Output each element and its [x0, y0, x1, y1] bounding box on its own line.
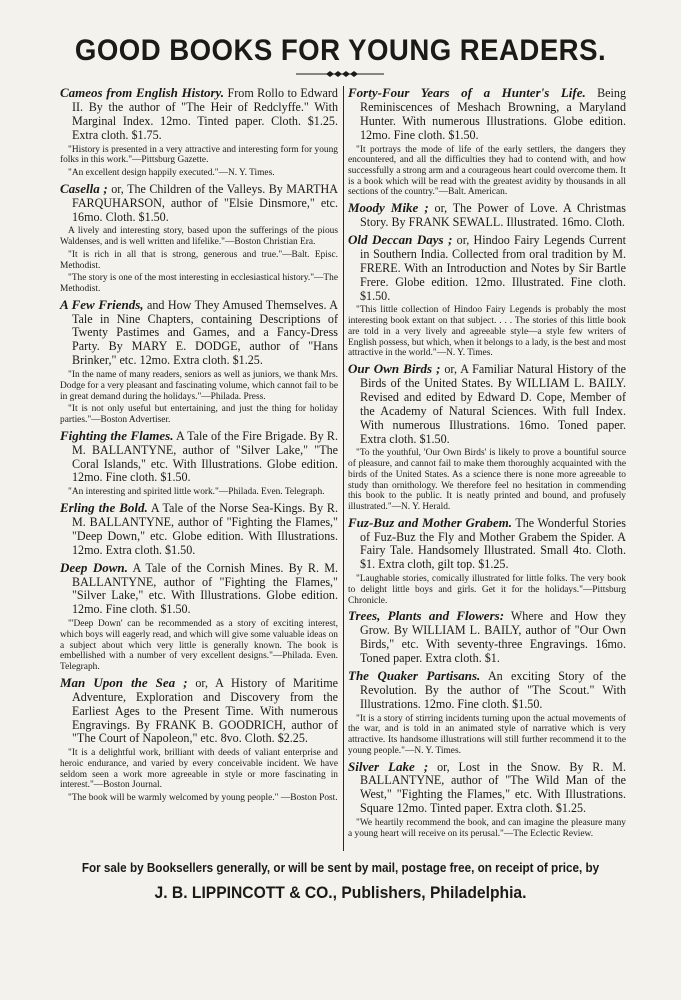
page-title: GOOD BOOKS FOR YOUNG READERS. [74, 34, 607, 67]
book-details: A Tale of the Cornish Mines. By R. M. BALLANTYNE, author of "Fighting the Flames," "Silver Lake," etc. With Illustrations. Globe edition. 12mo. Fine cloth. $1.50. [72, 560, 338, 617]
left-column [60, 86, 338, 807]
press-review: A lively and interesting story, based upon the sufferings of the pious Waldenses, and is well written and lifelike."—Boston Christian Era. [60, 226, 338, 248]
book-entry [60, 676, 338, 807]
ornament-rule [296, 70, 384, 78]
book-title: The Quaker Partisans. [348, 668, 481, 684]
book-entry [60, 182, 338, 298]
book-entry [60, 298, 338, 429]
book-description [348, 233, 626, 304]
column-divider [343, 86, 344, 851]
book-description [60, 676, 338, 747]
book-description [348, 201, 626, 230]
press-review: "It is not only useful but entertaining, and just the thing for holiday parties."—Boston Advertiser. [60, 404, 338, 426]
book-description [348, 516, 626, 573]
press-review: "The book will be warmly welcomed by young people." —Boston Post. [68, 793, 338, 804]
footer-sale-note: For sale by Booksellers generally, or will be sent by mail, postage free, on receipt of price, by [81, 860, 600, 875]
book-entry [348, 516, 626, 610]
book-title: Silver Lake ; [348, 758, 429, 774]
press-review: "It is a story of stirring incidents turning upon the actual movements of the war, and is told in an animated style of narrative which is very attractive. Its handsome illustrations will still further recommend it to the young people."—N. Y. Times. [348, 713, 626, 756]
press-review: "Laughable stories, comically illustrated for little folks. The very book to delight little boys and girls. Get it for the holidays."—Pittsburg Chronicle. [348, 574, 626, 606]
book-details: or, Hindoo Fairy Legends Current in Southern India. Collected from oral tradition by M. FRERE. With an Introduction and Notes by Sir Bartle Frere. Globe edition. 12mo. Illustrated. Fine cloth. $1.50. [360, 232, 626, 303]
press-review: "'Deep Down' can be recommended as a story of exciting interest, which boys will eagerly read, and which will give some valuable ideas on a subject about which very little is generally known. The book is embellished with a number of very excellent designs."—Philada. Even. Telegraph. [60, 619, 338, 673]
book-description [348, 760, 626, 817]
press-review: "An interesting and spirited little work."—Philada. Even. Telegraph. [68, 487, 325, 498]
book-title: Man Upon the Sea ; [60, 674, 188, 690]
book-description [60, 429, 338, 486]
book-entry [60, 429, 338, 501]
book-entry [348, 760, 626, 843]
book-details: or, The Power of Love. A Christmas Story. By FRANK SEWALL. Illustrated. 16mo. Cloth. [360, 201, 627, 230]
book-details: Where and How they Grow. By WILLIAM L. BAILY, author of "Our Own Birds," etc. With seventy-three Engravings. 16mo. Toned paper. Extra cloth. $1. [360, 609, 626, 666]
press-review: "To the youthful, 'Our Own Birds' is likely to prove a bountiful source of pleasure, and cannot fail to make them thoroughly acquainted with the birds of the United States. As a science there is none more agreeable to study than ornithology. We therefore feel no hesitation in commending this book to the public. It is neatly printed and bound, and profusely illustrated."—N. Y. Herald. [348, 448, 626, 512]
book-title: A Few Friends, [60, 296, 144, 312]
book-details: A Tale of the Norse Sea-Kings. By R. M. BALLANTYNE, author of "Fighting the Flames," "Deep Down," etc. Globe edition. With Illustrations. 12mo. Extra cloth. $1.50. [72, 501, 338, 557]
press-review: "In the name of many readers, seniors as well as juniors, we thank Mrs. Dodge for a very pleasant and fascinating volume, which cannot fail to be in great demand during the holidays."—Philada. Press. [60, 370, 338, 402]
book-description [60, 86, 338, 143]
book-description [348, 609, 626, 666]
publisher-imprint: J. B. LIPPINCOTT & CO., Publishers, Philadelphia. [154, 883, 527, 902]
book-title: Deep Down. [60, 559, 128, 575]
book-entry [348, 201, 626, 233]
book-entry [348, 362, 626, 516]
book-description [60, 182, 338, 225]
book-entry [348, 669, 626, 760]
book-title: Forty-Four Years of a Hunter's Life. [348, 85, 586, 100]
book-details: or, The Children of the Valleys. By MARTHA FARQUHARSON, author of "Elsie Dinsmore," etc. 16mo. Cloth. $1.50. [72, 181, 338, 224]
press-review: "This little collection of Hindoo Fairy Legends is probably the most interesting book extant on that subject. . . . The stories of this little book are told in a very lively and agreeable style—a style few writers of English possess, but which, when it belongs to a lady, is the best and most attractive in the world."—N. Y. Times. [348, 305, 626, 359]
book-description [60, 501, 338, 558]
book-title: Casella ; [60, 180, 108, 196]
book-details: or, A Familiar Natural History of the Birds of the United States. By WILLIAM L. BAILY. Revised and edited by Edward D. Cope, Member of the Academy of Natural Sciences. With full Index. With numerous Illustrations. 16mo. Toned paper. Extra cloth. $1.50. [360, 362, 626, 446]
book-details: The Wonderful Stories of Fuz-Buz the Fly and Mother Grabem the Spider. A Fairy Tale. Handsomely Illustrated. Small 4to. Cloth. $1. Extra cloth, gilt top. $1.25. [360, 515, 626, 572]
book-entry [348, 609, 626, 669]
book-details: or, A History of Maritime Adventure, Exploration and Discovery from the Earliest Ages to the Present Time. With numerous Engravings. By FRANK B. GOODRICH, author of "The Court of Napoleon," etc. 8vo. Cloth. $2.25. [72, 675, 338, 746]
book-description [348, 86, 626, 143]
book-title: Fuz-Buz and Mother Grabem. [348, 514, 513, 530]
press-review: "It is rich in all that is strong, generous and true."—Balt. Episc. Methodist. [60, 249, 338, 271]
book-description [348, 669, 626, 712]
press-review: "We heartily recommend the book, and can imagine the pleasure many a young heart will receive on its perusal."—The Eclectic Review. [348, 818, 626, 839]
press-review: "History is presented in a very attractive and interesting form for young folks in this work."—Pittsburg Gazette. [60, 144, 338, 166]
book-entry [60, 561, 338, 676]
book-title: Fighting the Flames. [60, 427, 174, 443]
book-title: Erling the Bold. [60, 500, 148, 516]
book-description [348, 362, 626, 446]
book-details: Being Reminiscences of Meshach Browning, a Maryland Hunter. With numerous Illustrations. Globe edition. 12mo. Fine cloth. $1.50. [360, 86, 627, 142]
right-column [348, 86, 626, 843]
book-title: Our Own Birds ; [348, 361, 441, 376]
book-title: Moody Mike ; [348, 200, 429, 216]
book-title: Trees, Plants and Flowers: [348, 608, 505, 624]
book-details: An exciting Story of the Revolution. By the author of "The Scout." With Illustrations. 12mo. Fine cloth. $1.50. [360, 669, 626, 711]
book-entry [348, 233, 626, 362]
press-review: "It is a delightful work, brilliant with deeds of valiant enterprise and heroic endurance, and varied by every conceivable incident. We have seldom seen a work more agreeable in style or more fascinating in interest."—Boston Journal. [60, 748, 338, 791]
press-review: "An excellent design happily executed."—N. Y. Times. [68, 168, 275, 179]
book-details: or, Lost in the Snow. By R. M. BALLANTYNE, author of "The Wild Man of the West," "Fighting the Flames," etc. With Illustrations. Square 12mo. Tinted paper. Extra cloth. $1.25. [360, 759, 627, 816]
press-review: "It portrays the mode of life of the early settlers, the dangers they encountered, and all the difficulties they had to contend with, and how successfully a strong arm and a courageous heart could overcome them. It is a book which will be read with the greatest avidity by thousands in all sections of the country."—Balt. American. [348, 144, 626, 198]
book-title: Old Deccan Days ; [348, 231, 453, 247]
book-listings [60, 86, 630, 856]
book-details: A Tale of the Fire Brigade. By R. M. BALLANTYNE, author of "Silver Lake," "The Coral Islands," etc. With Illustrations. Globe edition. 12mo. Fine cloth. $1.50. [72, 428, 338, 485]
book-title: Cameos from English History. [60, 85, 225, 100]
book-description [60, 561, 338, 618]
book-entry [60, 86, 338, 182]
book-description [60, 298, 338, 369]
book-entry [60, 501, 338, 561]
book-details: and How They Amused Themselves. A Tale in Nine Chapters, containing Descriptions of Twenty Pastimes and Games, and a Fancy-Dress Party. By MARY E. DODGE, author of "Hans Brinker," etc. 12mo. Extra cloth. $1.25. [72, 297, 338, 368]
press-review: "The story is one of the most interesting in ecclesiastical history."—The Methodist. [60, 273, 338, 294]
book-entry [348, 86, 626, 201]
book-details: From Rollo to Edward II. By the author of "The Heir of Redclyffe." With Marginal Index. 12mo. Tinted paper. Cloth. $1.25. Extra cloth. $1.75. [72, 86, 338, 142]
